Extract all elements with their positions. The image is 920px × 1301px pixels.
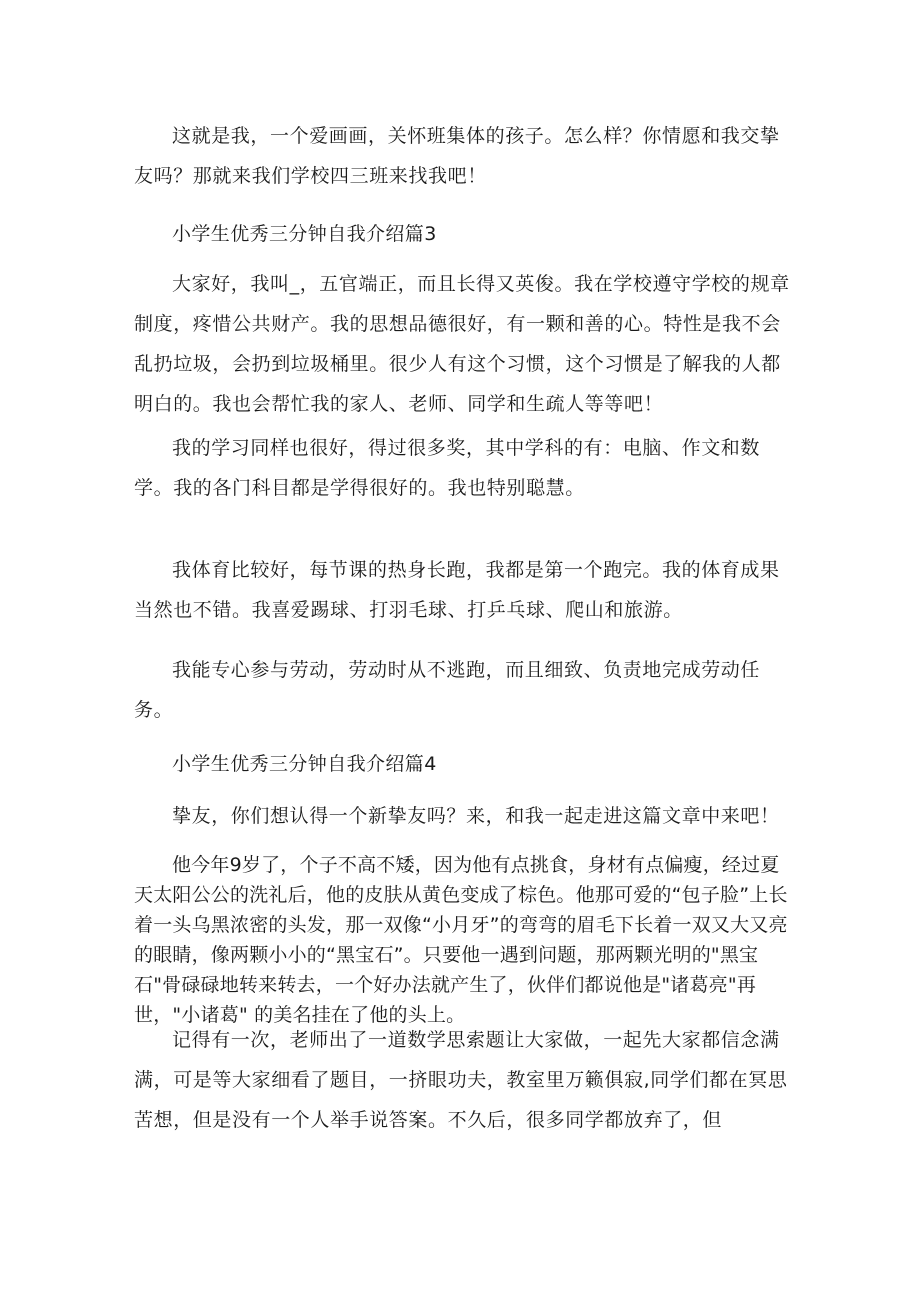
paragraph-story: 记得有一次，老师出了一道数学思索题让大家做，一起先大家都信念满满，可是等大家细看了题目，一挤眼功夫，教室里万籁俱寂,同学们都在冥思苦想，但是没有一个人举手说答案。不久后，很多同学都放弃了，但 <box>134 1029 788 1131</box>
paragraph-study: 我的学习同样也很好，得过很多奖，其中学科的有：电脑、作文和数学。我的各门科目都是学得很好的。我也特别聪慧。 <box>134 437 761 499</box>
paragraph-intro-4: 挚友，你们想认得一个新挚友吗？来，和我一起走进这篇文章中来吧！ <box>172 805 780 827</box>
section-heading-4: 小学生优秀三分钟自我介绍篇4 <box>172 753 437 775</box>
section-heading-3: 小学生优秀三分钟自我介绍篇3 <box>172 223 437 245</box>
paragraph-intro-3: 大家好，我叫_，五官端正，而且长得又英俊。我在学校遵守学校的规章制度，疼惜公共财产。我的思想品德很好，有一颗和善的心。特性是我不会乱扔垃圾，会扔到垃圾桶里。很少人有这个习惯，这个习惯是了解我的人都明白的。我也会帮忙我的家人、老师、同学和生疏人等等吧！ <box>134 273 790 415</box>
paragraph-description: 他今年9岁了，个子不高不矮，因为他有点挑食，身材有点偏瘦，经过夏天太阳公公的洗礼后，他的皮肤从黄色变成了棕色。他那可爱的“包子脸”上长着一头乌黑浓密的头发，那一双像“小月牙”的弯弯的眉毛下长着一双又大又亮的眼睛，像两颗小小的“黑宝石”。只要他一遇到问题，那两颗光明的"黑宝石"骨碌碌地转来转去，一个好办法就产生了，伙伴们都说他是"诸葛亮"再世，"小诸葛" 的美名挂在了他的头上。 <box>134 854 788 1026</box>
paragraph-labor: 我能专心参与劳动，劳动时从不逃跑，而且细致、负责地完成劳动任务。 <box>134 659 761 721</box>
paragraph-closing-1: 这就是我，一个爱画画，关怀班集体的孩子。怎么样？你情愿和我交挚友吗？那就来我们学校四三班来找我吧！ <box>134 125 780 187</box>
paragraph-sports: 我体育比较好，每节课的热身长跑，我都是第一个跑完。我的体育成果当然也不错。我喜爱踢球、打羽毛球、打乒乓球、爬山和旅游。 <box>134 559 780 621</box>
